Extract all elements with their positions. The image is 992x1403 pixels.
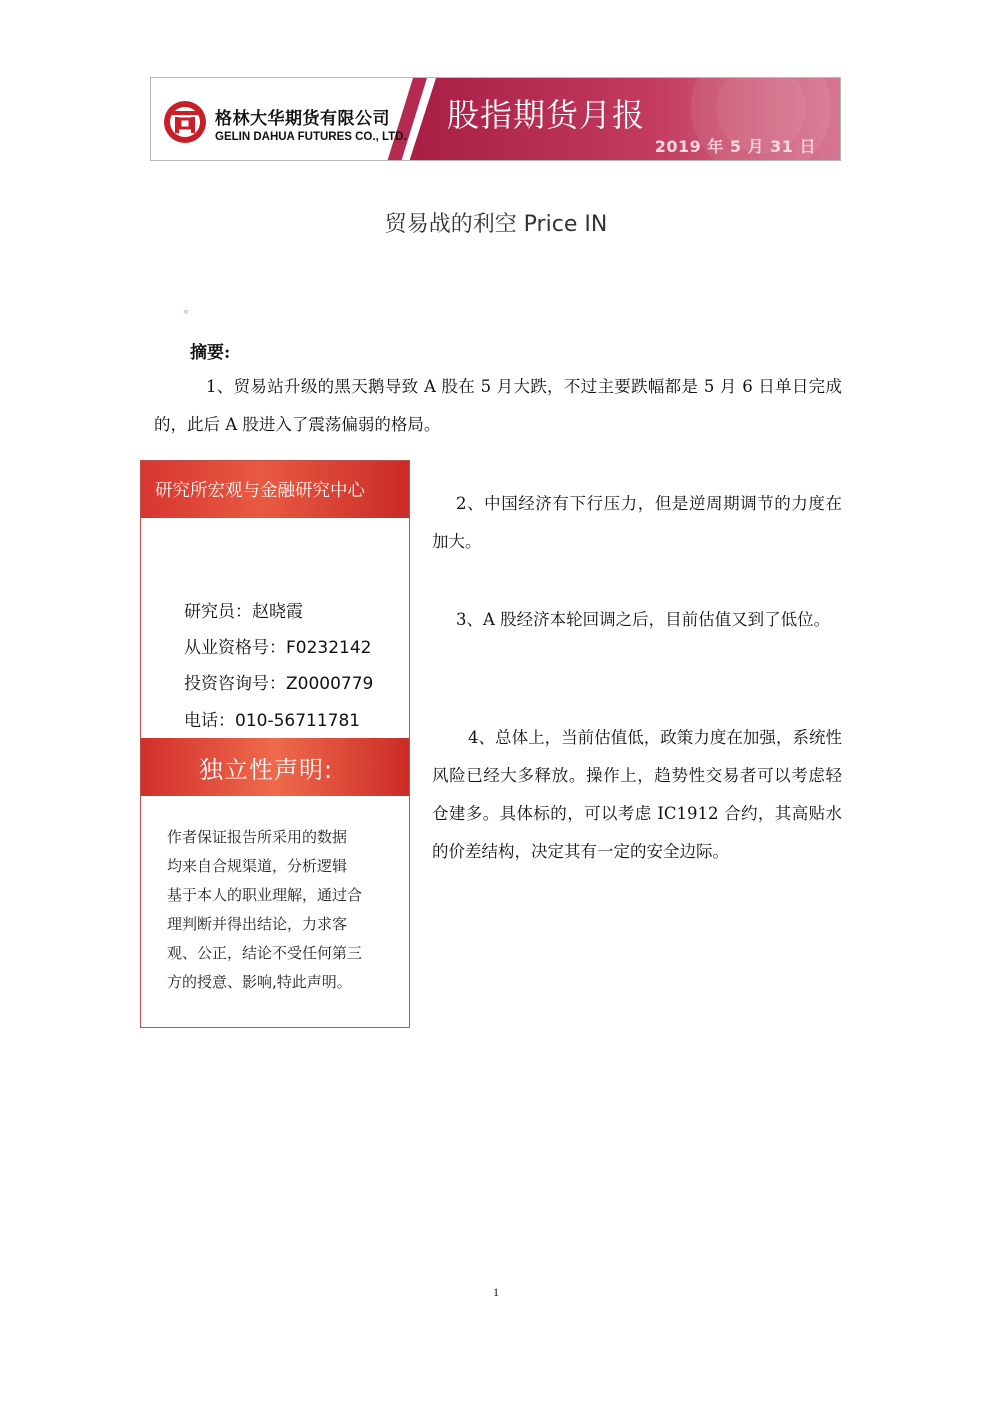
declaration-line: 均来自合规渠道，分析逻辑 [167,857,348,875]
summary-point-4: 4、总体上，当前估值低，政策力度在加强，系统性风险已经大多释放。操作上，趋势性交易者可以考虑轻仓建多。具体标的，可以考虑 IC1912 合约，其高贴水的价差结构，决定其有一定的安全边际。 [432,728,842,861]
summary-point-3: 3、A 股经济本轮回调之后，目前估值又到了低位。 [456,610,831,629]
summary-heading: 摘要: [190,343,231,363]
declaration-line: 理判断并得出结论，力求客 [167,915,348,933]
declaration-line: 作者保证报告所采用的数据 [167,828,348,846]
qualification-number: 从业资格号：F0232142 [184,638,372,658]
summary-point-2: 2、中国经济有下行压力，但是逆周期调节的力度在加大。 [432,494,842,551]
declaration-text [167,823,389,997]
summary-point-1: 1、贸易站升级的黑天鹅导致 A 股在 5 月大跌，不过主要跌幅都是 5 月 6 日单日完成的，此后 A 股进入了震荡偏弱的格局。 [154,377,842,434]
department-name: 研究所宏观与金融研究中心 [155,481,365,501]
advisory-number: 投资咨询号：Z0000779 [184,674,374,694]
analyst-phone: 电话：010-56711781 [184,711,361,731]
declaration-title: 独立性声明: [199,756,334,784]
report-header-banner [150,77,841,161]
declaration-line: 观、公正，结论不受任何第三 [167,944,363,962]
analyst-info-box [140,460,410,1028]
declaration-line: 基于本人的职业理解，通过合 [167,886,363,904]
report-type-title: 股指期货月报 [447,96,646,134]
company-name-cn: 格林大华期货有限公司 [215,109,390,129]
stray-punctuation-mark: 。 [184,302,195,315]
report-date: 2019 年 5 月 31 日 [654,137,816,156]
declaration-header [141,738,409,796]
declaration-line: 方的授意、影响,特此声明。 [167,973,352,991]
company-name-en: GELIN DAHUA FUTURES CO., LTD. [215,131,407,143]
gelin-dahua-logo-icon [163,100,207,144]
document-title: 贸易战的利空 Price IN [384,212,608,237]
department-header [141,461,409,518]
analyst-name: 研究员：赵晓霞 [184,602,303,622]
page-number: 1 [493,1285,499,1299]
